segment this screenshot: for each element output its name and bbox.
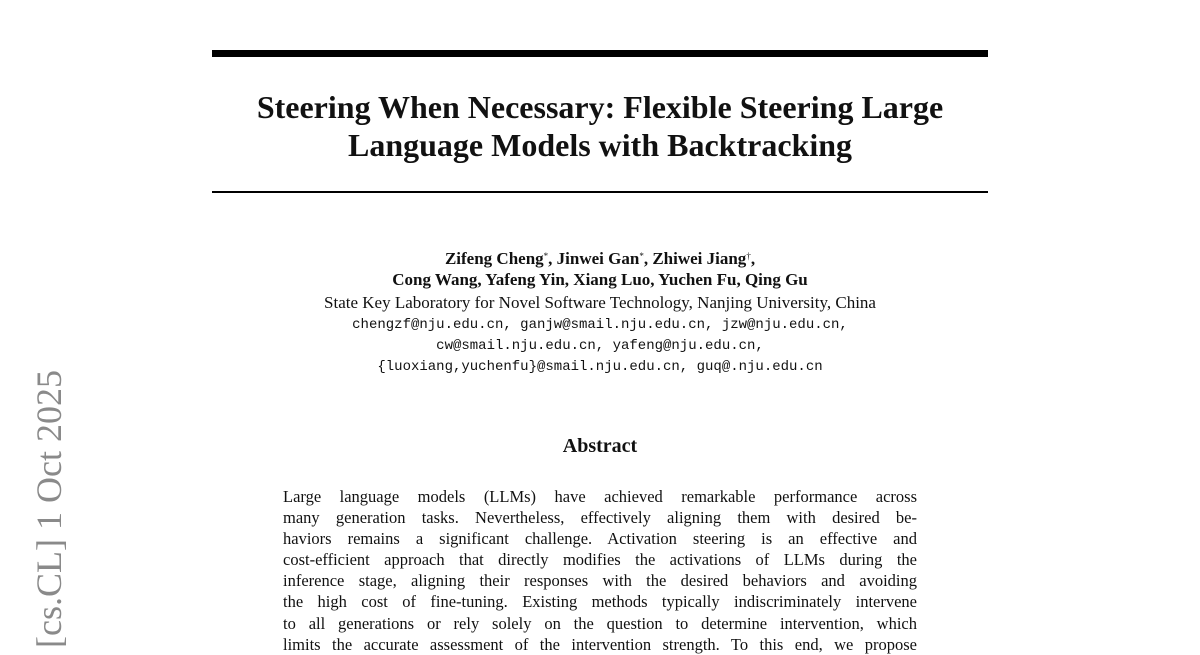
email-list [212, 315, 988, 378]
equal-contribution-mark: * [639, 251, 644, 261]
author-separator: , [548, 249, 557, 268]
author-separator: , [736, 270, 745, 289]
affiliation: State Key Laboratory for Novel Software Technology, Nanjing University, China [324, 293, 876, 312]
author-name: Yafeng Yin [485, 270, 565, 289]
author-name: Xiang Luo [573, 270, 651, 289]
abstract-line: limits the accurate assessment of the intervention strength. To this end, we propose [283, 634, 917, 654]
abstract-body [283, 486, 917, 655]
arxiv-sidebar-stamp: [cs.CL] 1 Oct 2025 [29, 370, 69, 648]
abstract-line: haviors remains a significant challenge. Activation steering is an effective and [283, 529, 917, 549]
email-line: {luoxiang,yuchenfu}@smail.nju.edu.cn, guq@.nju.edu.cn [377, 359, 823, 375]
author-separator: , [650, 270, 659, 289]
abstract-line: to all generations or rely solely on the question to determine intervention, which [283, 613, 917, 633]
author-line-1 [212, 248, 988, 269]
abstract-line: Large language models (LLMs) have achieved remarkable performance across [283, 487, 917, 506]
title-line: Language Models with Backtracking [347, 127, 853, 163]
author-name: Yuchen Fu [658, 270, 737, 289]
title-line: Steering When Necessary: Flexible Steering Large [256, 89, 944, 125]
author-list [212, 248, 988, 290]
abstract-line: inference stage, aligning their responses with the desired behaviors and avoiding [283, 571, 917, 591]
email-line: cw@smail.nju.edu.cn, yafeng@nju.edu.cn, [436, 338, 764, 354]
email-line: chengzf@nju.edu.cn, ganjw@smail.nju.edu.cn, jzw@nju.edu.cn, [352, 317, 848, 333]
corresponding-author-mark: † [746, 251, 751, 261]
author-name: Jinwei Gan [556, 249, 640, 268]
author-separator: , [564, 270, 574, 289]
abstract-line: the high cost of fine-tuning. Existing methods typically indiscriminately intervene [283, 592, 917, 612]
title-top-rule [212, 50, 988, 57]
author-separator: , [643, 249, 653, 268]
abstract-line: many generation tasks. Nevertheless, effectively aligning them with desired be- [283, 508, 917, 528]
equal-contribution-mark: * [543, 251, 549, 261]
paper-title [212, 88, 988, 164]
title-bottom-rule [212, 191, 988, 193]
author-separator: , [477, 270, 486, 289]
author-separator: , [750, 249, 756, 268]
abstract-line: cost-efficient approach that directly modifies the activations of LLMs during the [283, 550, 917, 570]
abstract-heading: Abstract [562, 435, 638, 457]
author-name: Qing Gu [744, 270, 808, 289]
author-line-2 [212, 269, 988, 290]
author-name: Zifeng Cheng [444, 249, 544, 268]
author-name: Cong Wang [392, 270, 478, 289]
author-name: Zhiwei Jiang [652, 249, 747, 268]
